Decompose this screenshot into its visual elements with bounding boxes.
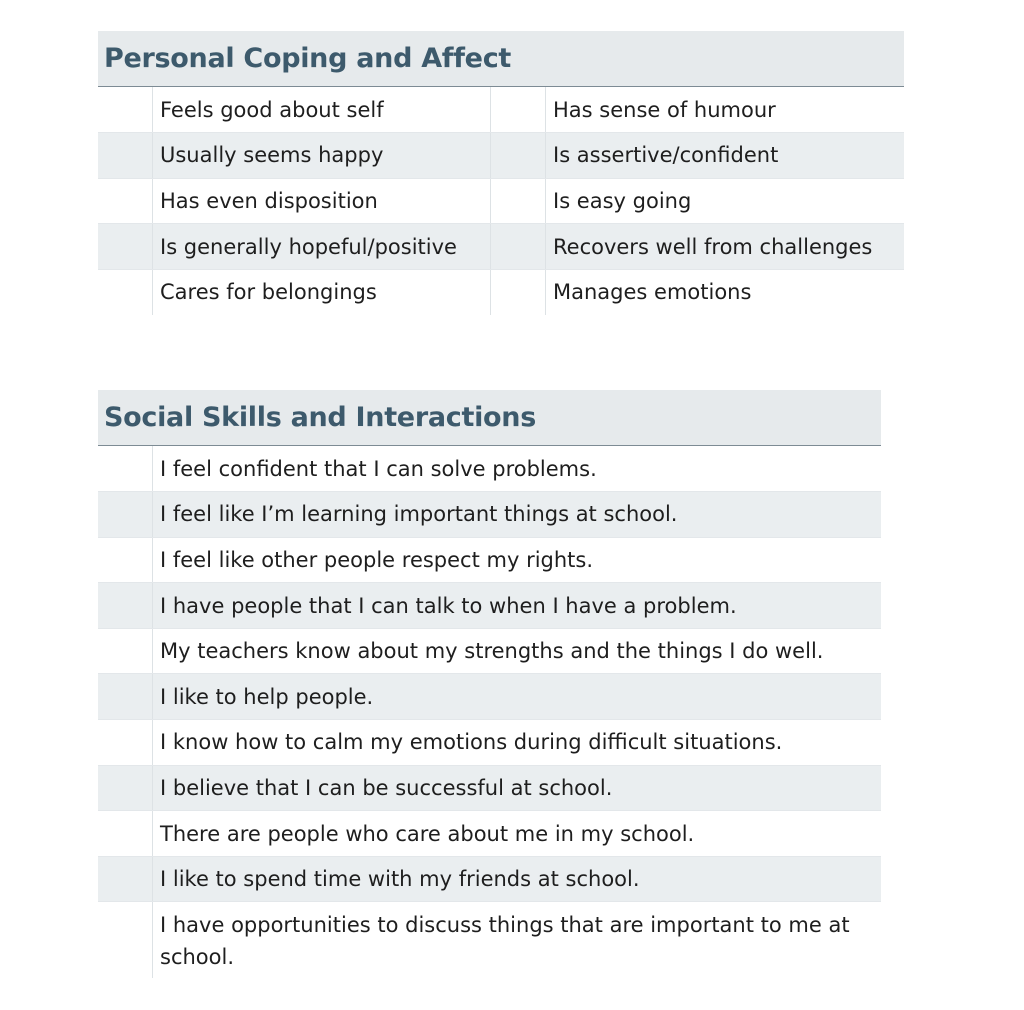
table-row: [98, 133, 904, 179]
checkbox-cell[interactable]: [98, 178, 153, 224]
checkbox-cell[interactable]: [98, 674, 153, 720]
item-label: Manages emotions: [553, 280, 752, 305]
checklist-table: [98, 446, 881, 978]
item-label: I have opportunities to discuss things that are important to me at school.: [160, 913, 850, 970]
checkbox-cell[interactable]: [98, 537, 153, 583]
item-label: My teachers know about my strengths and the things I do well.: [153, 628, 882, 674]
table-row: [98, 446, 881, 492]
section-social-skills: [98, 390, 881, 978]
item-label: I have people that I can talk to when I have a problem.: [153, 583, 882, 629]
table-row: [98, 720, 881, 766]
item-label: Has sense of humour: [546, 87, 905, 133]
section-title: Social Skills and Interactions: [104, 402, 536, 433]
checkbox-cell[interactable]: [491, 87, 546, 133]
checkbox-cell[interactable]: [98, 87, 153, 133]
checklist-table: [98, 87, 904, 315]
table-row: [98, 674, 881, 720]
item-label: Is generally hopeful/positive: [153, 224, 491, 270]
table-row: [98, 87, 904, 133]
checkbox-cell[interactable]: [98, 446, 153, 492]
checkbox-cell[interactable]: [98, 765, 153, 811]
table-row: [98, 537, 881, 583]
item-label: Is easy going: [546, 178, 905, 224]
checkbox-cell[interactable]: [98, 133, 153, 179]
item-label: Has even disposition: [153, 178, 491, 224]
table-row: [98, 583, 881, 629]
checkbox-cell[interactable]: [98, 720, 153, 766]
table-row: [98, 224, 904, 270]
item-label: I know how to calm my emotions during difficult situations.: [153, 720, 882, 766]
checkbox-cell[interactable]: [491, 269, 546, 315]
item-label: Is assertive/confident: [546, 133, 905, 179]
checkbox-cell[interactable]: [98, 269, 153, 315]
section-header: [98, 31, 904, 87]
item-label: Cares for belongings: [153, 269, 491, 315]
checkbox-cell[interactable]: [491, 133, 546, 179]
checkbox-cell[interactable]: [98, 583, 153, 629]
section-personal-coping: [98, 31, 904, 315]
table-row: [98, 628, 881, 674]
table-row: [98, 492, 881, 538]
table-row: [98, 811, 881, 857]
item-label: I believe that I can be successful at school.: [153, 765, 882, 811]
checkbox-cell[interactable]: [98, 902, 153, 978]
table-row: [98, 269, 904, 315]
item-label: Usually seems happy: [153, 133, 491, 179]
item-label: I feel confident that I can solve problems.: [153, 446, 882, 492]
checkbox-cell[interactable]: [491, 178, 546, 224]
section-header: [98, 390, 881, 446]
checkbox-cell[interactable]: [98, 224, 153, 270]
item-label: Feels good about self: [153, 87, 491, 133]
item-label: I like to spend time with my friends at school.: [153, 856, 882, 902]
section-title: Personal Coping and Affect: [104, 43, 512, 74]
item-label: I feel like I’m learning important things at school.: [153, 492, 882, 538]
checkbox-cell[interactable]: [98, 628, 153, 674]
checkbox-cell[interactable]: [98, 856, 153, 902]
table-row: [98, 902, 881, 978]
item-label: Recovers well from challenges: [546, 224, 905, 270]
table-row: [98, 178, 904, 224]
checkbox-cell[interactable]: [491, 224, 546, 270]
item-label: I like to help people.: [153, 674, 882, 720]
item-label: I feel like other people respect my rights.: [153, 537, 882, 583]
checkbox-cell[interactable]: [98, 811, 153, 857]
item-label: There are people who care about me in my school.: [153, 811, 882, 857]
checkbox-cell[interactable]: [98, 492, 153, 538]
table-row: [98, 856, 881, 902]
table-row: [98, 765, 881, 811]
